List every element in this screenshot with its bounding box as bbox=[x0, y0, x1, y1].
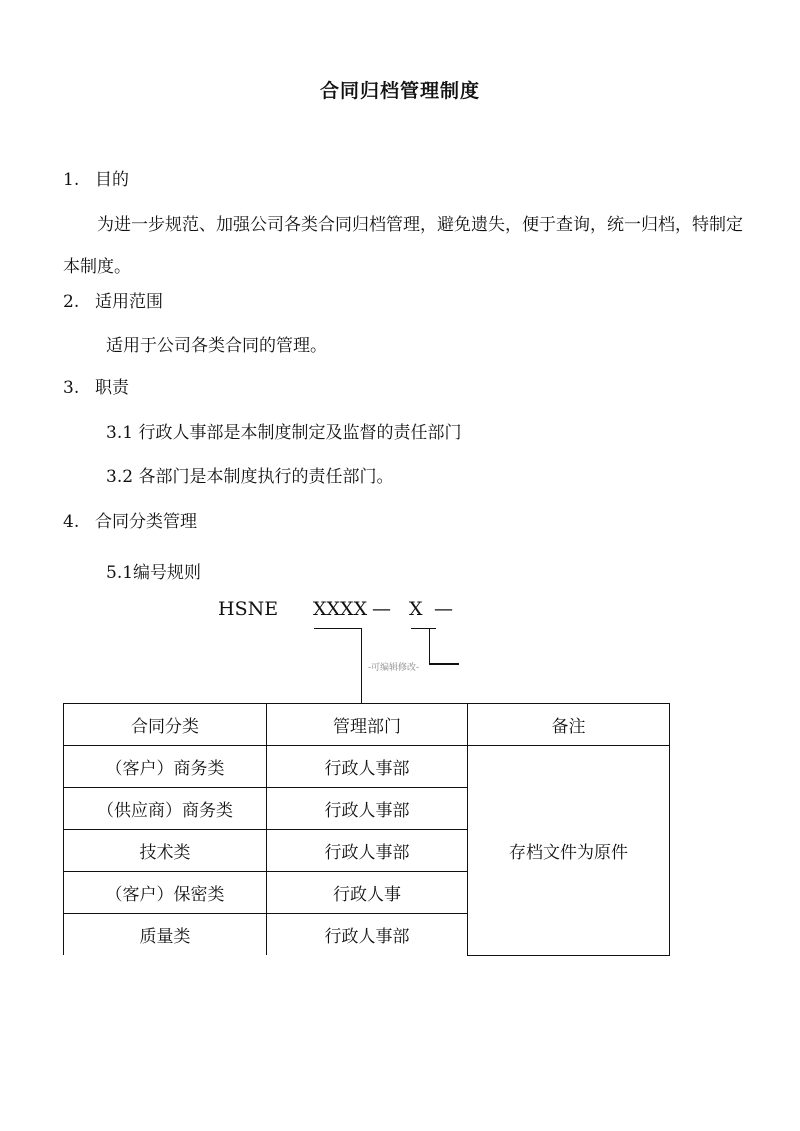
remark-cell: 存档文件为原件 bbox=[468, 746, 670, 956]
document-title: 合同归档管理制度 bbox=[319, 80, 480, 102]
section-4-heading bbox=[63, 510, 197, 534]
header-remark: 备注 bbox=[468, 704, 670, 746]
section-3-heading bbox=[63, 376, 129, 400]
contract-category-table bbox=[63, 703, 670, 956]
section-3-number: 3. bbox=[63, 378, 80, 398]
section-2-body: 适用于公司各类合同的管理。 bbox=[106, 336, 327, 356]
connector-line-v2 bbox=[429, 628, 430, 664]
code-dash-1: — bbox=[372, 598, 391, 620]
section-1-number: 1. bbox=[63, 170, 80, 190]
table-header-row bbox=[64, 704, 670, 746]
row-4-category: （客户）保密类 bbox=[64, 872, 267, 914]
section-3-item-2: 3.2 各部门是本制度执行的责任部门。 bbox=[106, 467, 394, 487]
header-department: 管理部门 bbox=[267, 704, 468, 746]
section-2-heading bbox=[63, 290, 163, 314]
row-2-category: （供应商）商务类 bbox=[64, 788, 267, 830]
header-category: 合同分类 bbox=[64, 704, 267, 746]
connector-line-h3 bbox=[429, 663, 459, 665]
editable-note: -可编辑修改- bbox=[368, 663, 420, 673]
row-3-department: 行政人事部 bbox=[267, 830, 468, 872]
section-4-title: 合同分类管理 bbox=[95, 512, 197, 532]
section-1-title: 目的 bbox=[95, 170, 129, 190]
connector-line-h1 bbox=[314, 628, 362, 629]
row-1-category: （客户）商务类 bbox=[64, 746, 267, 788]
code-prefix: HSNE bbox=[218, 598, 279, 620]
table-row bbox=[64, 746, 670, 788]
connector-line-h2 bbox=[411, 628, 436, 629]
section-3-item-1: 3.1 行政人事部是本制度制定及监督的责任部门 bbox=[106, 423, 462, 443]
section-1-body: 为进一步规范、加强公司各类合同归档管理，避免遗失，便于查询，统一归档，特制定本制度。 bbox=[63, 215, 743, 277]
section-3-title: 职责 bbox=[95, 378, 129, 398]
section-2-title: 适用范围 bbox=[95, 292, 163, 312]
row-4-department: 行政人事 bbox=[267, 872, 468, 914]
section-1-heading bbox=[63, 168, 129, 192]
code-suffix: X bbox=[409, 598, 423, 620]
section-4-number: 4. bbox=[63, 512, 80, 532]
row-5-department: 行政人事部 bbox=[267, 914, 468, 956]
connector-line-v1 bbox=[361, 628, 362, 703]
row-2-department: 行政人事部 bbox=[267, 788, 468, 830]
row-3-category: 技术类 bbox=[64, 830, 267, 872]
code-middle: XXXX bbox=[313, 598, 368, 620]
code-dash-2: — bbox=[434, 598, 453, 620]
numbering-rule-subheading: 5.1编号规则 bbox=[106, 563, 202, 583]
section-2-number: 2. bbox=[63, 292, 80, 312]
row-1-department: 行政人事部 bbox=[267, 746, 468, 788]
row-5-category: 质量类 bbox=[64, 914, 267, 956]
